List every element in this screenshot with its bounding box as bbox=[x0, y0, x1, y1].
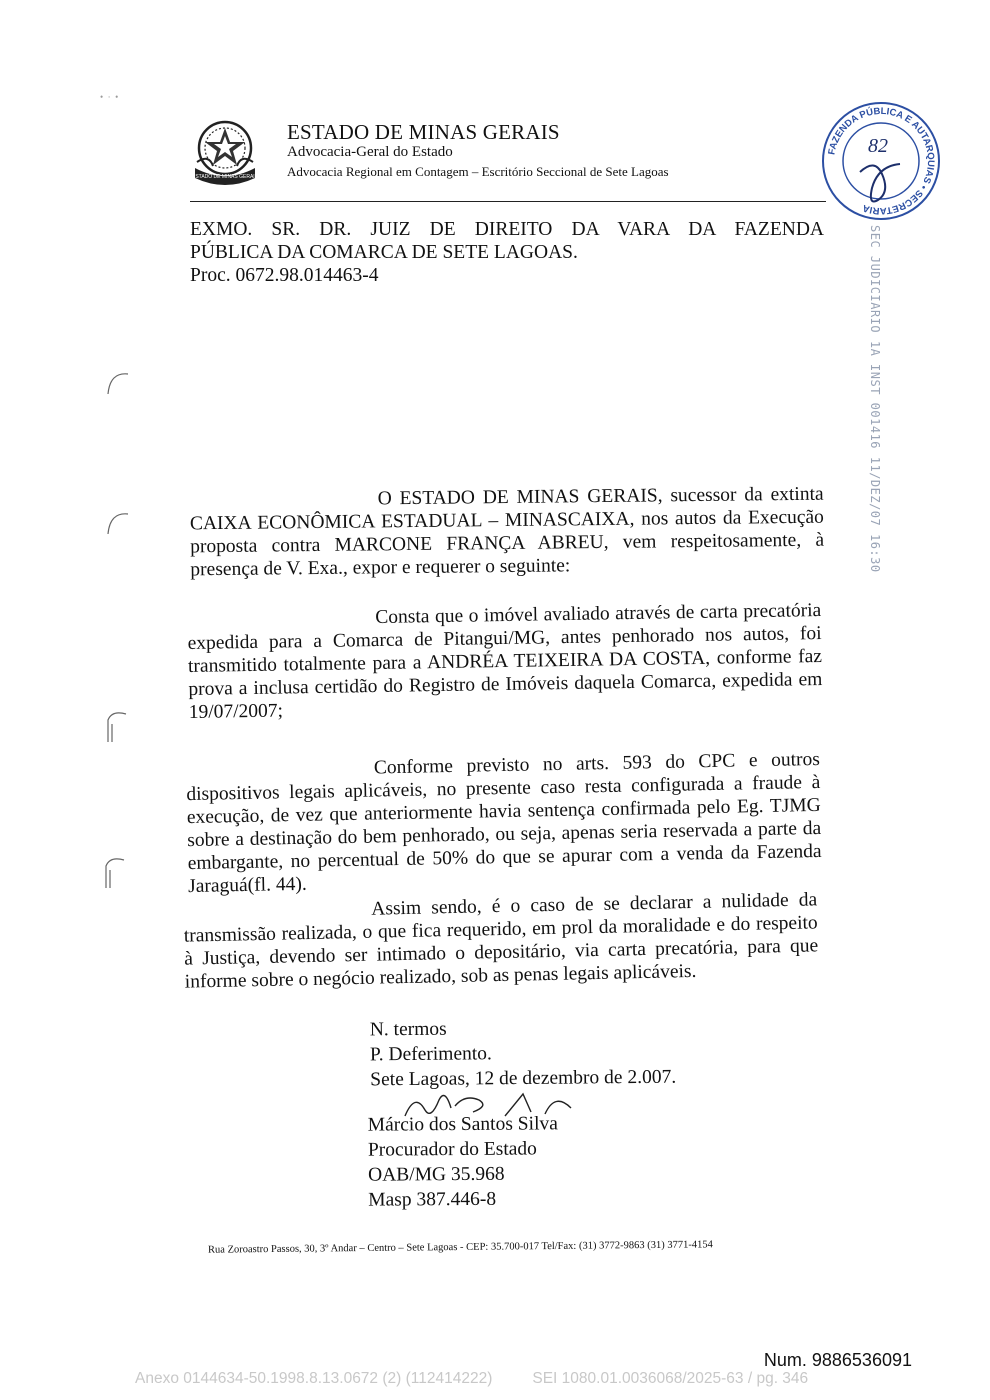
addressee-block bbox=[190, 218, 824, 287]
addressee-line: EXMO. SR. DR. JUIZ DE DIREITO DA VARA DA FAZENDA bbox=[190, 219, 824, 240]
stamp-folio: 82 bbox=[868, 135, 888, 157]
signer-masp: Masp 387.446-8 bbox=[368, 1188, 497, 1211]
body-paragraph-1 bbox=[190, 483, 825, 582]
footer-address: Rua Zoroastro Passos, 30, 3º Andar – Centro – Sete Lagoas - CEP: 35.700-017 Tel/Fax: (31) 3772-9863 (31) 3771-4154 bbox=[207, 1239, 713, 1256]
protocol-side-stamp: SEC JUDICIARIO 1A INST 001416 11/DEZ/07 16:30 bbox=[868, 225, 882, 573]
header-title: ESTADO DE MINAS GERAIS bbox=[287, 120, 560, 144]
coat-of-arms-icon bbox=[189, 118, 261, 188]
paragraph-text: Consta que o imóvel avaliado através de carta precatória expedida para a Comarca de Pitangui/MG, antes penhorado nos autos, foi transmitido totalmente para a ANDRÉA TEIXEIRA DA COSTA, conforme faz prova a inclusa certidão do Registro de Imóveis daquela Comarca, expedida em 19/07/2007; bbox=[187, 600, 823, 723]
paragraph-text: Assim sendo, é o caso de se declarar a nulidade da transmissão realizada, o que fica requerido, em prol da moralidade e do respeito à Justiça, devendo ser intimado o depositário, via carta precatória, para que informe sobre o negócio realizado, sob as penas legais aplicáveis. bbox=[183, 889, 819, 993]
process-number: Proc. 0672.98.014463-4 bbox=[190, 265, 379, 286]
sei-footer bbox=[135, 1370, 808, 1388]
anexo-reference: Anexo 0144634-50.1998.8.13.0672 (2) (112414222) bbox=[135, 1370, 493, 1387]
closing-line: N. termos bbox=[369, 1018, 447, 1041]
paragraph-text: Conforme previsto no arts. 593 do CPC e outros dispositivos legais aplicáveis, no presente caso resta configurada a fraude à execução, de vez que anteriormente havia sentença confirmada pelo Eg. TJMG sobre a destinação do bem penhorado, ou seja, apenas seria reservada a parte da embargante, no percentual de 50% do que se apurar com a venda da Fazenda Jaraguá(fl. 44). bbox=[186, 748, 822, 898]
body-paragraph-4 bbox=[183, 888, 819, 993]
closing-block bbox=[370, 1015, 677, 1093]
date-line: Sete Lagoas, 12 de dezembro de 2.007. bbox=[370, 1066, 677, 1091]
punch-hole-mark bbox=[104, 366, 134, 406]
signer-role: Procurador do Estado bbox=[367, 1138, 537, 1161]
punch-hole-mark bbox=[100, 852, 130, 892]
signer-name: Márcio dos Santos Silva bbox=[367, 1113, 558, 1136]
paragraph-text: O ESTADO DE MINAS GERAIS, sucessor da extinta CAIXA ECONÔMICA ESTADUAL – MINASCAIXA, nos autos da Execução proposta contra MARCONE FRANÇA ABREU, vem respeitosamente, à presença de V. Exa., expor e requerer o seguinte: bbox=[189, 483, 825, 581]
punch-hole-mark bbox=[102, 706, 132, 746]
signer-oab: OAB/MG 35.968 bbox=[368, 1163, 505, 1186]
punch-hole-mark bbox=[104, 506, 134, 546]
header-divider bbox=[190, 201, 826, 202]
coat-band-label: ESTADO DE MINAS GERAIS bbox=[191, 174, 259, 180]
header-subtitle: Advocacia-Geral do Estado bbox=[287, 144, 453, 160]
signer-block bbox=[368, 1111, 559, 1212]
body-paragraph-2 bbox=[187, 599, 823, 724]
header-office: Advocacia Regional em Contagem – Escritório Seccional de Sete Lagoas bbox=[287, 164, 669, 179]
document-number: Num. 9886536091 bbox=[763, 1350, 912, 1370]
stamp-text: FAZENDA PÚBLICA E AUTARQUIAS • SECRETARIA bbox=[826, 105, 937, 217]
official-round-stamp bbox=[820, 100, 942, 222]
scan-speck: • · • bbox=[100, 92, 119, 102]
sei-reference: SEI 1080.01.0036068/2025-63 / pg. 346 bbox=[532, 1370, 809, 1387]
body-paragraph-3 bbox=[186, 748, 823, 898]
addressee-line: PÚBLICA DA COMARCA DE SETE LAGOAS. bbox=[190, 242, 578, 263]
closing-line: P. Deferimento. bbox=[369, 1043, 492, 1066]
